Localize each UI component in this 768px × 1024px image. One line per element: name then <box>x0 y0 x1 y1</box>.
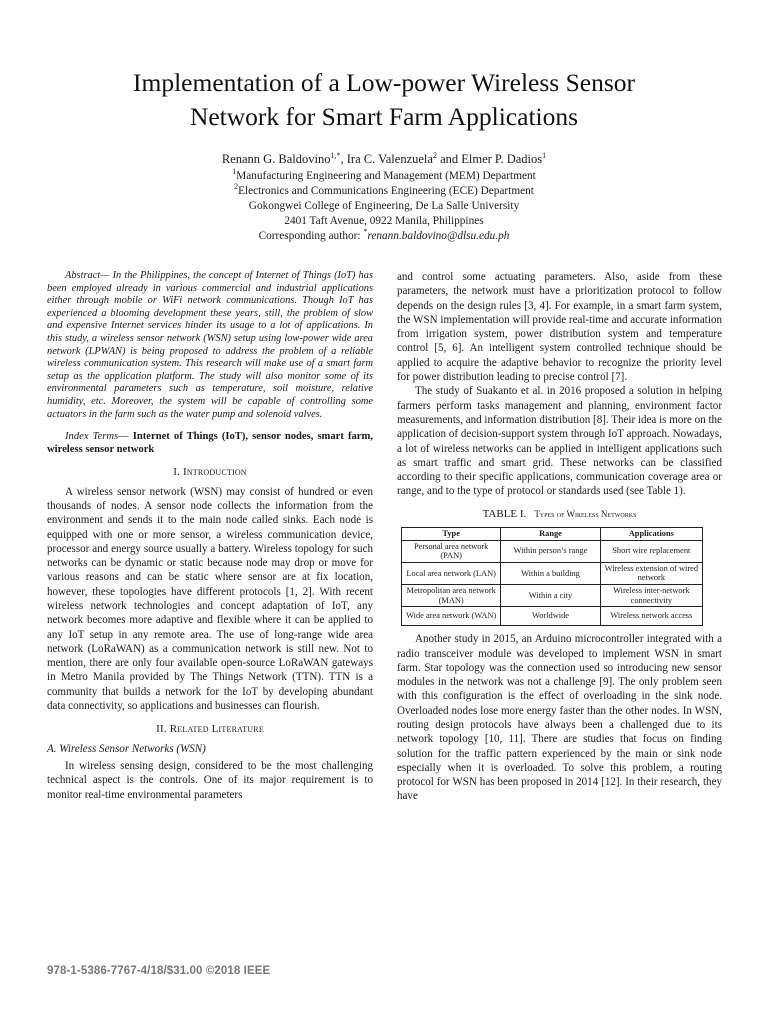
section-1-number: I. <box>173 466 183 479</box>
table-caption-text: Types of Wireless Networks <box>534 508 637 519</box>
right-paragraph-3: Another study in 2015, an Arduino microcontroller integrated with a radio transceiver module was developed to implement WSN in smart farm. Star topology was the connection used so introducing new sensor modules in the network was not a challenge [9]. The only problem seen with this configuration is the effect of overloading in the sink node. Overloaded nodes lose more energy faster than the other nodes. In WSN, routing design protocols have always been a challenged due to its network topology [10, 11]. There are studies that focus on finding solution for the traffic pattern experienced by the main or sink node especially when it is overloaded. To solve this problem, a routing protocol for WSN has been proposed in 2014 [12]. In their research, they have <box>397 633 722 803</box>
author-2-sup: 2 <box>432 150 437 160</box>
author-1: Renann G. Baldovino <box>221 152 331 166</box>
wireless-networks-table <box>401 527 703 626</box>
table-cell: Worldwide <box>501 607 600 626</box>
index-terms-text: Internet of Things (IoT), sensor nodes, smart farm, wireless sensor network <box>47 431 373 455</box>
right-paragraph-2: The study of Suakanto et al. in 2016 proposed a solution in helping farmers perform tasks management and planning, environment factor measurements, and information distribution [8]. Their idea is more on the application of decision-support system through IoT approach. Nowadays, a lot of wireless networks can be applied in intelligent applications such as smart traffic and smart grid. These networks can be classified according to their specific applications, communication coverage area or range, and to the type of protocol or standards used (see Table 1). <box>397 385 722 498</box>
abstract-text: In the Philippines, the concept of Internet of Things (IoT) has been employed already in various commercial and industrial applications either through mobile or WiFi network communications. Though IoT has experienced a blooming development these years, still, the problem of slow and expensive Internet services hinder its usage to a lot of applications. In this study, a wireless sensor network (WSN) setup using low-power wide area network (LPWAN) is being proposed to address the problem of a reliable wireless communication system. This research will make use of a smart farm setup as the application platform. The study will also monitor some of its environmental parameters such as temperature, soil moisture, relative humidity, etc. Moreover, the system will be capable of controlling some actuators in the farm such as the water pump and solenoid valves. <box>47 270 373 420</box>
table-cell: Wide area network (WAN) <box>402 607 501 626</box>
intro-paragraph: A wireless sensor network (WSN) may consist of hundred or even thousands of nodes. A sensor node collects the information from the environment and sends it to the main node called sinks. Each node is equipped with one or more sensor, a wireless communication device, processor and energy source usually a battery. Wireless topology for such networks can be dynamic or static because node may drop or move for various reasons and can be static where sensor are at fix location, however, these topologies have different protocols [1, 2]. With recent wireless network technologies and concept adaptation of IoT, any network becomes more adaptive and flexible where it can be applied to any IoT setup in any remote area. The use of long-range wide area network (LoRaWAN) as a communication network is still new. Not to mention, there are only four available open-source LoRaWAN gateways in Metro Manila provided by The Things Network (TTN). TTN is a community that builds a network for the IoT by developing abundant data connectivity, so applications and businesses can flourish. <box>47 485 373 713</box>
table-label: TABLE I. <box>482 507 527 520</box>
table-header-cell: Type <box>402 528 501 541</box>
affiliation-4 <box>0 215 768 228</box>
title-line-2: Network for Smart Farm Applications <box>189 102 579 131</box>
corresponding-email[interactable]: renann.baldovino@dlsu.edu.ph <box>367 230 510 242</box>
abstract-label: Abstract <box>65 270 101 281</box>
abstract-dash: — <box>100 270 113 281</box>
title-line-1: Implementation of a Low-power Wireless Sensor <box>133 68 635 97</box>
table-row <box>402 607 703 626</box>
affiliation-2 <box>0 182 768 198</box>
affiliation-4-text: 2401 Taft Avenue, 0922 Manila, Philippines <box>284 215 484 227</box>
affiliation-2-sup: 2 <box>234 182 239 192</box>
author-3-sup: 1 <box>542 150 547 160</box>
index-terms-dash: — <box>118 431 133 443</box>
section-2-title: Related Literature <box>169 723 264 736</box>
corresponding-sup: * <box>363 227 368 237</box>
section-2-number: II. <box>156 723 170 736</box>
affiliation-3-text: Gokongwei College of Engineering, De La Salle University <box>248 200 520 212</box>
table-header-cell: Applications <box>600 528 702 541</box>
subsection-heading-wsn: A. Wireless Sensor Networks (WSN) <box>47 742 206 755</box>
corresponding-author <box>0 227 768 243</box>
abstract <box>47 270 373 421</box>
section-1-title: Introduction <box>182 466 247 479</box>
affiliation-1 <box>0 167 768 183</box>
table-cell: Personal area network (PAN) <box>402 540 501 562</box>
table-cell: Within a building <box>501 562 600 584</box>
paper-title <box>40 66 728 134</box>
table-cell: Within a city <box>501 585 600 607</box>
table-row <box>402 562 703 584</box>
right-column <box>397 270 722 804</box>
left-column <box>47 270 373 802</box>
affiliation-2-text: Electronics and Communications Engineering (ECE) Department <box>238 185 534 197</box>
table-cell: Short wire replacement <box>600 540 702 562</box>
table-header-cell: Range <box>501 528 600 541</box>
author-3: and Elmer P. Dadios <box>436 152 543 166</box>
table-cell: Wireless extension of wired network <box>600 562 702 584</box>
table-cell: Metropolitan area network (MAN) <box>402 585 501 607</box>
table-row <box>402 585 703 607</box>
right-paragraph-1: and control some actuating parameters. Also, aside from these parameters, the network must have a prioritization protocol to follow depends on the design rules [3, 4]. For example, in a smart farm system, the WSN implementation will provide real-time and accurate information from irrigation system, power distribution system and temperature control [5, 6]. An intelligent system controlled technique should be applied to acquire the adaptive behavior to recognize the priority level for power distribution leading to precise control [7]. <box>397 271 722 384</box>
index-terms-label: Index Terms <box>65 431 119 443</box>
table-cell: Local area network (LAN) <box>402 562 501 584</box>
affiliation-1-sup: 1 <box>232 167 237 177</box>
affiliation-3 <box>0 200 768 213</box>
affiliation-1-text: Manufacturing Engineering and Management (MEM) Department <box>236 170 536 182</box>
related-paragraph-1: In wireless sensing design, considered to be the most challenging technical aspect is the controls. One of its major requirement is to monitor real-time environmental parameters <box>47 759 373 801</box>
copyright-footer: 978-1-5386-7767-4/18/$31.00 ©2018 IEEE <box>47 965 271 977</box>
index-terms <box>47 431 373 456</box>
table-cell: Wireless network access <box>600 607 702 626</box>
table-header-row <box>402 528 703 541</box>
section-heading-introduction <box>47 465 373 479</box>
author-2: , Ira C. Valenzuela <box>340 152 433 166</box>
author-1-sup: 1,* <box>330 150 341 160</box>
table-caption <box>397 507 722 521</box>
author-line <box>0 152 768 166</box>
table-cell: Wireless inter-network connectivity <box>600 585 702 607</box>
section-heading-related-literature <box>47 722 373 736</box>
table-cell: Within person’s range <box>501 540 600 562</box>
corresponding-label: Corresponding author: <box>258 230 364 242</box>
table-row <box>402 540 703 562</box>
